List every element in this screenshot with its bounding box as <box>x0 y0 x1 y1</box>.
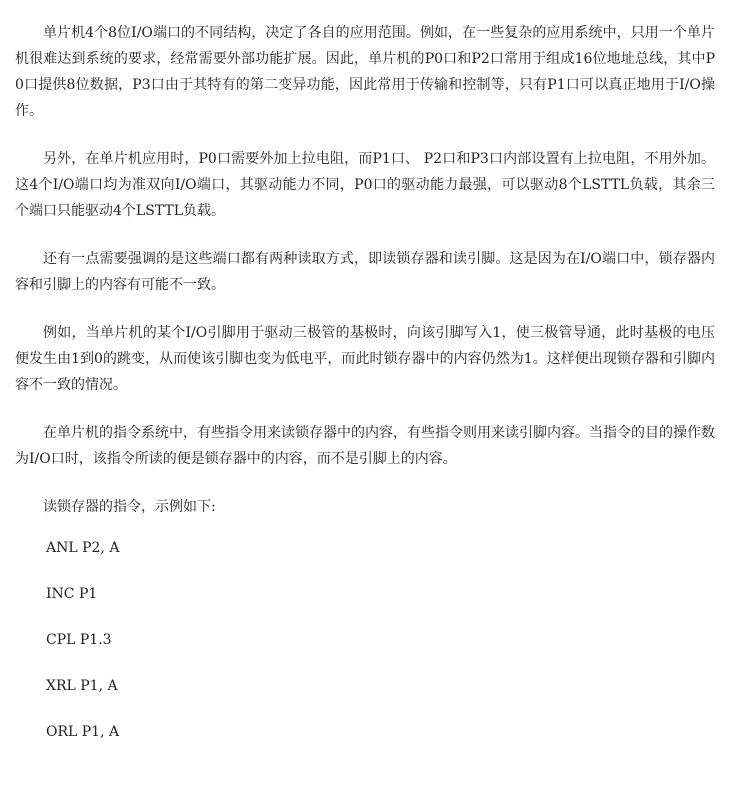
article-body <box>15 20 715 755</box>
paragraph-read-modes: 还有一点需要强调的是这些端口都有两种读取方式，即读锁存器和读引脚。这是因为在I/O端口中，锁存器内容和引脚上的内容有可能不一致。 <box>15 251 715 293</box>
code-line-orl: ORL P1, A <box>46 724 120 740</box>
code-line-anl: ANL P2, A <box>46 540 120 556</box>
paragraph-transistor-example: 例如，当单片机的某个I/O引脚用于驱动三极管的基极时，向该引脚写入1，使三极管导通，此时基极的电压便发生由1到0的跳变，从而使该引脚也变为低电平，而此时锁存器中的内容仍然为1。这样便出现锁存器和引脚内容不一致的情况。 <box>15 325 715 393</box>
paragraph-pullup-resistors: 另外，在单片机应用时，P0口需要外加上拉电阻，而P1口、 P2口和P3口内部设置有上拉电阻，不用外加。 这4个I/O端口均为准双向I/O端口，其驱动能力不同，P0口的驱动能力最强，可以驱动8个LSTTL负载，其余三个端口只能驱动4个LSTTL负载。 <box>15 151 715 219</box>
code-line-xrl: XRL P1, A <box>46 678 118 694</box>
paragraph-port-structures: 单片机4个8位I/O端口的不同结构，决定了各自的应用范围。例如，在一些复杂的应用系统中，只用一个单片机很难达到系统的要求，经常需要外部功能扩展。因此，单片机的P0口和P2口常用于组成16位地址总线，其中P0口提供8位数据，P3口由于其特有的第二变异功能，因此常用于传输和控制等，只有P1口可以真正地用于I/O操作。 <box>15 25 715 119</box>
paragraph-instruction-system: 在单片机的指令系统中，有些指令用来读锁存器中的内容，有些指令则用来读引脚内容。当指令的目的操作数为I/O口时，该指令所读的便是锁存器中的内容，而不是引脚上的内容。 <box>15 425 715 467</box>
code-line-cpl: CPL P1.3 <box>46 632 112 648</box>
paragraph-example-intro: 读锁存器的指令，示例如下: <box>43 499 216 515</box>
code-example-list <box>15 525 715 755</box>
code-line-inc: INC P1 <box>46 586 98 602</box>
